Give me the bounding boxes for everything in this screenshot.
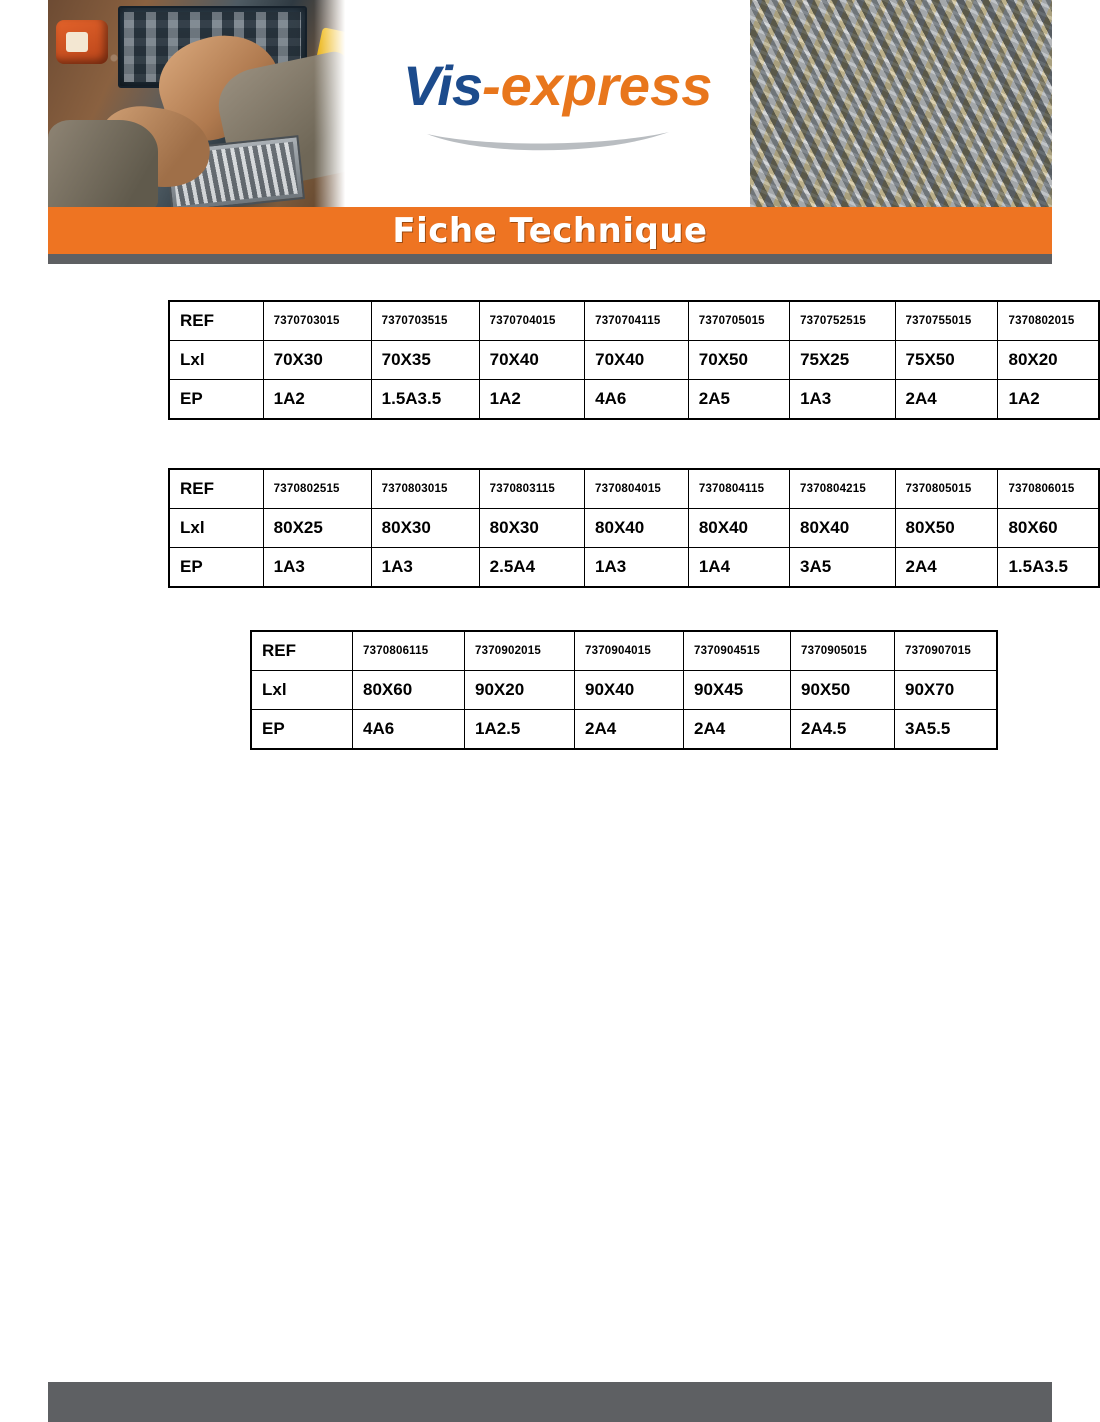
cell-ref: 7370904015 bbox=[575, 631, 684, 671]
brand-logo-dash: - bbox=[481, 54, 501, 117]
cell-ref: 7370705015 bbox=[688, 301, 789, 341]
cell-ref: 7370802015 bbox=[998, 301, 1099, 341]
cell-lxl: 90X70 bbox=[895, 671, 998, 710]
brand-logo-vis: Vis bbox=[403, 54, 482, 117]
spec-table-2 bbox=[168, 468, 1100, 588]
cell-lxl: 70X35 bbox=[371, 341, 479, 380]
cell-ep: 2A4 bbox=[895, 548, 998, 588]
cell-ep: 2A4.5 bbox=[791, 710, 895, 750]
table-row bbox=[169, 380, 1099, 420]
cell-ep: 1.5A3.5 bbox=[371, 380, 479, 420]
cell-ep: 1A2 bbox=[479, 380, 584, 420]
row-header-lxl: Lxl bbox=[169, 341, 263, 380]
cell-lxl: 90X40 bbox=[575, 671, 684, 710]
document-title-bar bbox=[48, 207, 1052, 254]
footer-bar bbox=[48, 1382, 1052, 1422]
row-header-ep: EP bbox=[169, 380, 263, 420]
cell-ref: 7370802515 bbox=[263, 469, 371, 509]
cell-lxl: 80X50 bbox=[895, 509, 998, 548]
row-header-lxl: Lxl bbox=[169, 509, 263, 548]
cell-lxl: 80X60 bbox=[998, 509, 1099, 548]
table-row bbox=[169, 469, 1099, 509]
cell-ref: 7370803115 bbox=[479, 469, 584, 509]
cell-ep: 3A5 bbox=[790, 548, 895, 588]
cell-ep: 1A3 bbox=[371, 548, 479, 588]
cell-ref: 7370752515 bbox=[790, 301, 895, 341]
row-header-ep: EP bbox=[169, 548, 263, 588]
header-gray-rule bbox=[48, 254, 1052, 264]
cell-ref: 7370904515 bbox=[684, 631, 791, 671]
cell-ep: 4A6 bbox=[353, 710, 465, 750]
cell-lxl: 90X20 bbox=[465, 671, 575, 710]
cell-ref: 7370907015 bbox=[895, 631, 998, 671]
cell-lxl: 75X50 bbox=[895, 341, 998, 380]
row-header-ref: REF bbox=[169, 469, 263, 509]
cell-lxl: 70X40 bbox=[479, 341, 584, 380]
brand-logo-express: express bbox=[500, 54, 713, 117]
cell-ep: 1A2.5 bbox=[465, 710, 575, 750]
screws-pile-photo bbox=[750, 0, 1052, 207]
row-header-ep: EP bbox=[251, 710, 353, 750]
row-header-ref: REF bbox=[251, 631, 353, 671]
cell-ep: 3A5.5 bbox=[895, 710, 998, 750]
cell-lxl: 90X45 bbox=[684, 671, 791, 710]
cell-ref: 7370703015 bbox=[263, 301, 371, 341]
sleeve-left bbox=[48, 120, 158, 207]
cell-ep: 1A3 bbox=[263, 548, 371, 588]
spec-table-1 bbox=[168, 300, 1100, 420]
cell-ep: 1A4 bbox=[688, 548, 789, 588]
table-row bbox=[169, 509, 1099, 548]
cell-lxl: 70X50 bbox=[688, 341, 789, 380]
cell-ep: 1A2 bbox=[998, 380, 1099, 420]
logo-swoosh-icon bbox=[423, 126, 673, 152]
cell-lxl: 80X20 bbox=[998, 341, 1099, 380]
spec-table-3-wrap bbox=[250, 630, 998, 750]
spec-table-1-wrap bbox=[168, 300, 1100, 420]
cell-ep: 2A4 bbox=[684, 710, 791, 750]
cell-lxl: 90X50 bbox=[791, 671, 895, 710]
cell-lxl: 80X40 bbox=[585, 509, 689, 548]
tape-measure-object bbox=[56, 20, 108, 64]
document-header bbox=[48, 0, 1052, 262]
brand-logo-text bbox=[403, 54, 713, 117]
cell-ref: 7370806115 bbox=[353, 631, 465, 671]
table-row bbox=[169, 301, 1099, 341]
table-row bbox=[169, 341, 1099, 380]
cell-ref: 7370804215 bbox=[790, 469, 895, 509]
cell-ep: 1A3 bbox=[585, 548, 689, 588]
cell-ref: 7370905015 bbox=[791, 631, 895, 671]
cell-ep: 2A4 bbox=[895, 380, 998, 420]
cell-lxl: 80X25 bbox=[263, 509, 371, 548]
cell-ep: 1A3 bbox=[790, 380, 895, 420]
cell-lxl: 80X30 bbox=[371, 509, 479, 548]
cell-lxl: 80X40 bbox=[688, 509, 789, 548]
spec-table-2-wrap bbox=[168, 468, 1100, 588]
cell-ref: 7370806015 bbox=[998, 469, 1099, 509]
page-title: Fiche Technique bbox=[392, 210, 708, 251]
row-header-ref: REF bbox=[169, 301, 263, 341]
cell-ref: 7370804015 bbox=[585, 469, 689, 509]
cell-lxl: 80X40 bbox=[790, 509, 895, 548]
header-photo-band bbox=[48, 0, 1052, 207]
cell-lxl: 75X25 bbox=[790, 341, 895, 380]
cell-ep: 2.5A4 bbox=[479, 548, 584, 588]
table-row bbox=[251, 710, 997, 750]
table-row bbox=[251, 631, 997, 671]
cell-ref: 7370902015 bbox=[465, 631, 575, 671]
cell-ref: 7370703515 bbox=[371, 301, 479, 341]
cell-ep: 2A5 bbox=[688, 380, 789, 420]
table-row bbox=[169, 548, 1099, 588]
spec-table-3 bbox=[250, 630, 998, 750]
cell-ref: 7370704115 bbox=[585, 301, 689, 341]
cell-lxl: 70X30 bbox=[263, 341, 371, 380]
cell-ref: 7370704015 bbox=[479, 301, 584, 341]
cell-ref: 7370803015 bbox=[371, 469, 479, 509]
cell-ref: 7370805015 bbox=[895, 469, 998, 509]
brand-logo bbox=[403, 54, 713, 158]
cell-ep: 1A2 bbox=[263, 380, 371, 420]
cell-lxl: 80X30 bbox=[479, 509, 584, 548]
cell-ep: 2A4 bbox=[575, 710, 684, 750]
cell-lxl: 80X60 bbox=[353, 671, 465, 710]
cell-ep: 4A6 bbox=[585, 380, 689, 420]
cell-ep: 1.5A3.5 bbox=[998, 548, 1099, 588]
cell-ref: 7370755015 bbox=[895, 301, 998, 341]
workbench-screws-photo bbox=[48, 0, 348, 207]
row-header-lxl: Lxl bbox=[251, 671, 353, 710]
cell-ref: 7370804115 bbox=[688, 469, 789, 509]
table-row bbox=[251, 671, 997, 710]
cell-lxl: 70X40 bbox=[585, 341, 689, 380]
